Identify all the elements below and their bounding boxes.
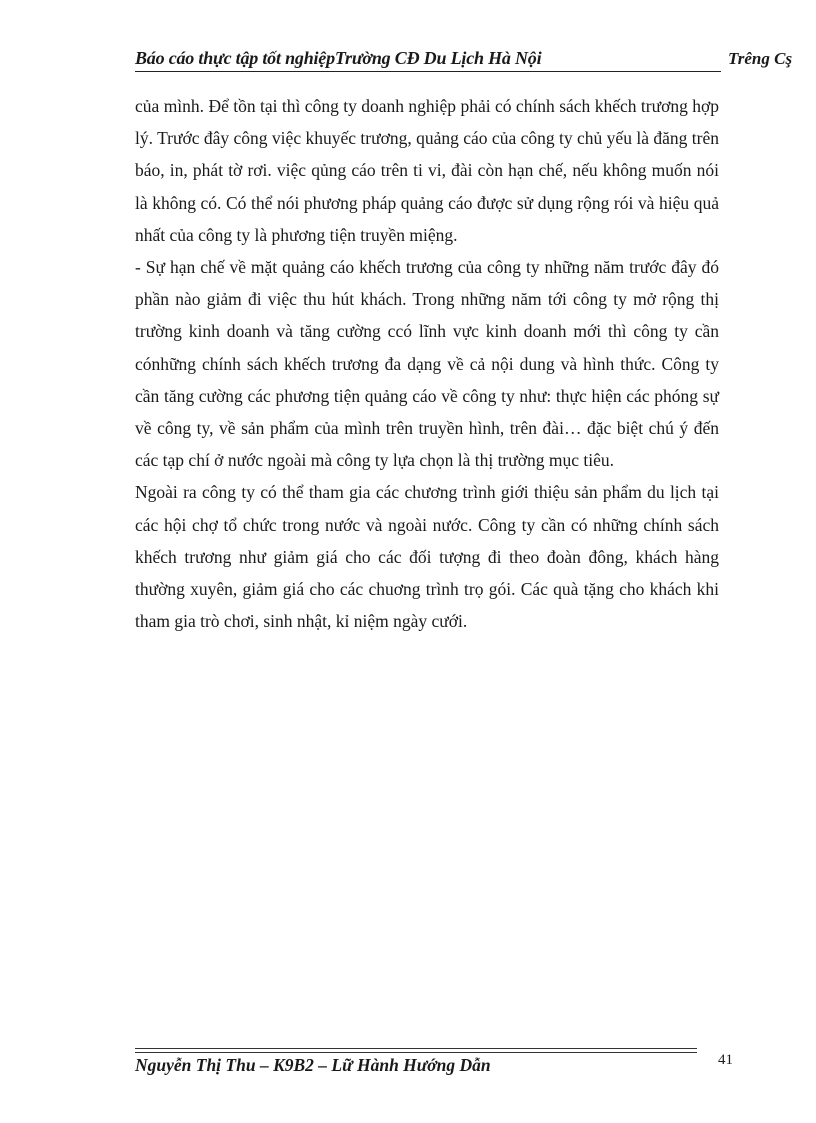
header-right-text: Trêng Cş (728, 49, 793, 68)
footer-rule-top (135, 1048, 697, 1049)
body-text (135, 90, 719, 637)
page-header (135, 48, 816, 76)
paragraph-2: - Sự hạn chế về mặt quảng cáo khếch trương của công ty những năm trước đây đó phần nào giảm đi việc thu hút khách. Trong những năm tới công ty mở rộng thị trường kinh doanh và tăng cường ccó lĩnh vực kinh doanh mới thì công ty cần cónhững chính sách khếch trương đa dạng về cả nội dung và hình thức. Công ty cần tăng cường các phương tiện quảng cáo về công ty như: thực hiện các phóng sự về công ty, về sản phẩm của mình trên truyền hình, trên đài… đặc biệt chú ý đến các tạp chí ở nước ngoài mà công ty lựa chọn là thị trường mục tiêu. (135, 257, 719, 471)
paragraph-3: Ngoài ra công ty có thể tham gia các chương trình giới thiệu sản phẩm du lịch tại các hội chợ tổ chức trong nước và ngoài nước. Công ty cần có những chính sách khếch trương như giảm giá cho các đối tượng đi theo đoàn đông, khách hàng thường xuyên, giảm giá cho các chuơng trình trọ gói. Các quà tặng cho khách khi tham gia trò chơi, sinh nhật, kỉ niệm ngày cưới. (135, 482, 719, 632)
footer-author: Nguyễn Thị Thu – K9B2 – Lữ Hành Hướng Dẫn (135, 1055, 491, 1075)
page-number: 41 (718, 1052, 733, 1068)
footer-rule-bottom (135, 1052, 697, 1053)
header-title: Báo cáo thực tập tốt nghiệpTrường CĐ Du Lịch Hà Nội (135, 48, 542, 68)
header-rule (135, 71, 721, 72)
paragraph-1: của mình. Để tồn tại thì công ty doanh nghiệp phải có chính sách khếch trương hợp lý. Trước đây công việc khuyếc trương, quảng cáo của công ty chủ yếu là đăng trên báo, in, phát tờ rơi. việc qủng cáo trên ti vi, đài còn hạn chế, nếu không muốn nói là không có. Có thể nói phương pháp quảng cáo được sử dụng rộng rói và hiệu quả nhất của công ty là phương tiện truyền miệng. (135, 96, 719, 245)
